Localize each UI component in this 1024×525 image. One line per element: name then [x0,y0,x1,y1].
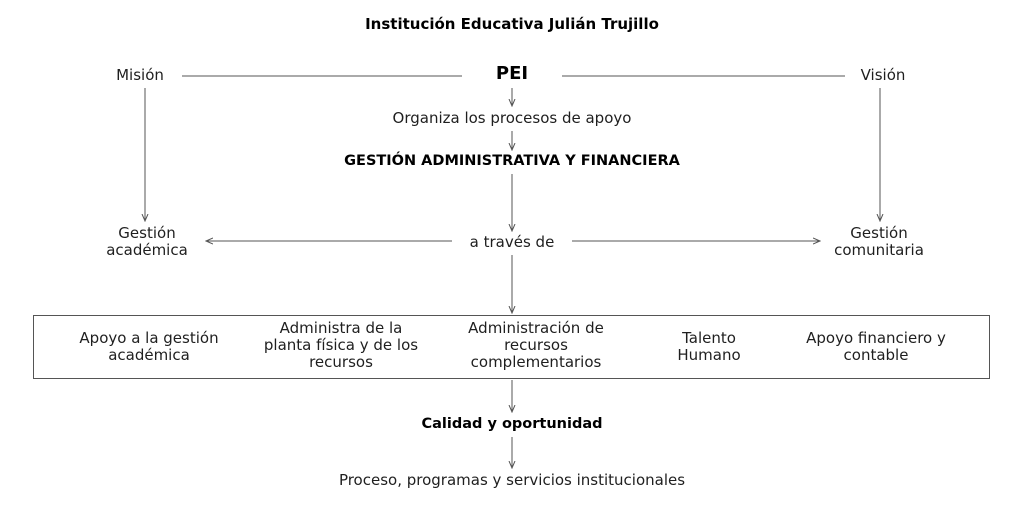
organiza-label: Organiza los procesos de apoyo [392,109,632,127]
diagram-title: Institución Educativa Julián Trujillo [365,15,659,33]
box-item-apoyo-financiero: Apoyo financiero y contable [806,329,946,364]
gestion-administrativa-label: GESTIÓN ADMINISTRATIVA Y FINANCIERA [344,153,680,169]
gestion-comunitaria-label: Gestión comunitaria [834,224,924,259]
proceso-label: Proceso, programas y servicios institucionales [338,471,686,489]
vision-label: Visión [860,66,906,84]
pei-label: PEI [462,64,562,84]
box-item-planta-fisica: Administra de la planta física y de los recursos [263,319,419,371]
a-traves-de-label: a través de [452,234,572,251]
box-item-talento-humano: Talento Humano [677,329,741,364]
mision-label: Misión [116,66,164,84]
gestion-academica-label: Gestión académica [106,224,188,259]
box-item-apoyo-gestion-academica: Apoyo a la gestión académica [79,329,219,364]
box-item-recursos-complementarios: Administración de recursos complementarios [468,319,604,371]
calidad-label: Calidad y oportunidad [421,416,603,432]
